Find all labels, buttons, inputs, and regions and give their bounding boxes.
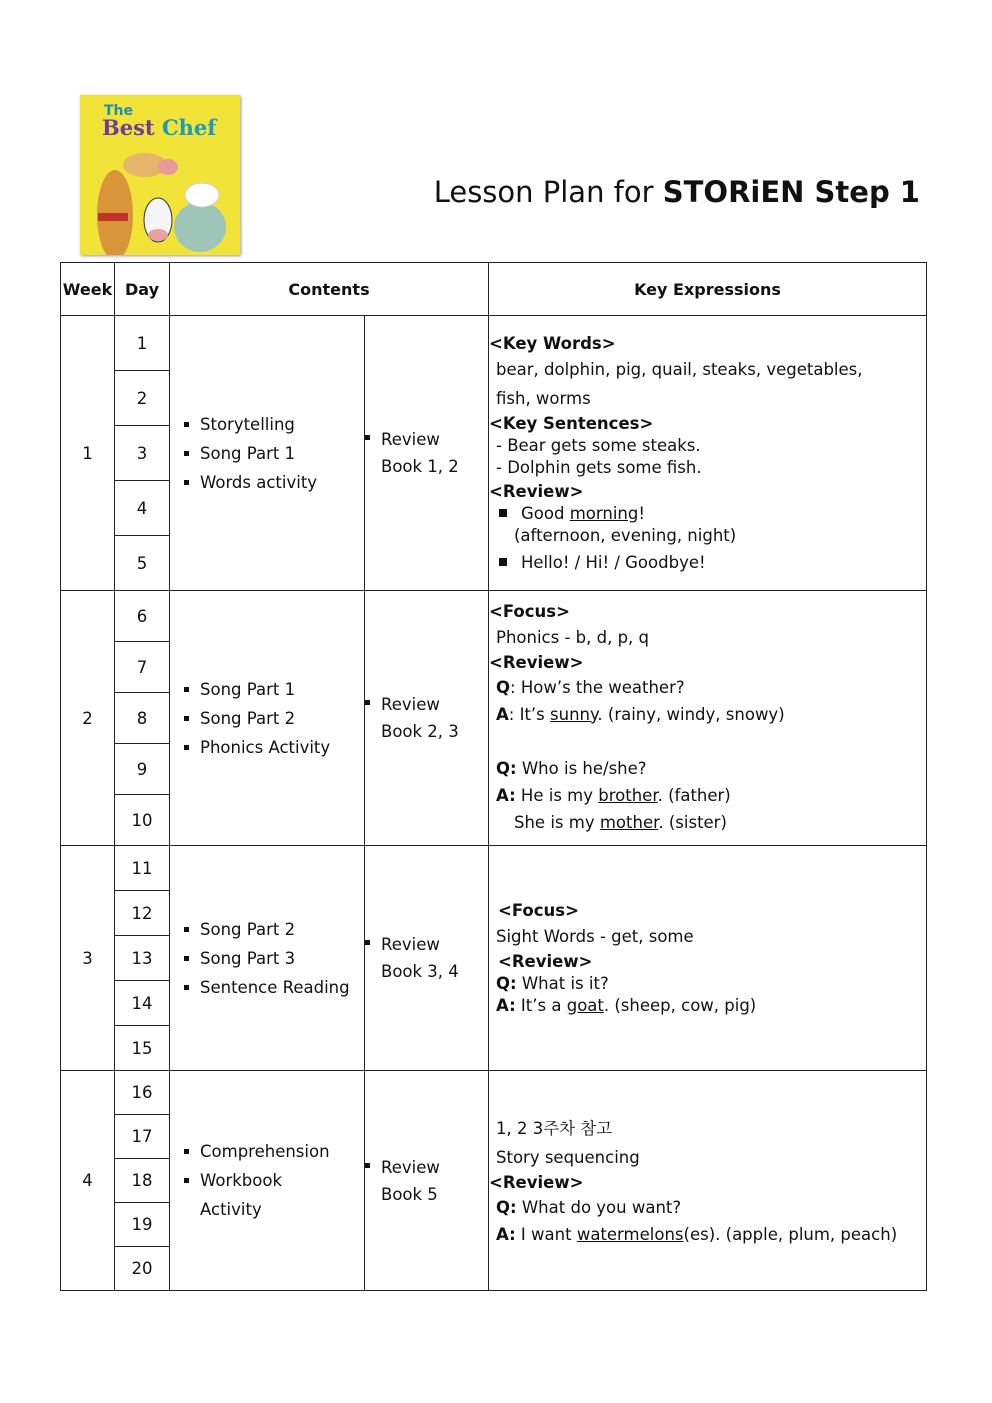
- table-header-row: [61, 263, 927, 316]
- header-key-expressions: Key Expressions: [489, 263, 927, 316]
- day-cell: 17: [115, 1115, 170, 1159]
- key-expressions-cell: [489, 316, 927, 591]
- contents-item: Song Part 1: [184, 439, 364, 468]
- review-books: Book 2, 3: [381, 722, 459, 741]
- cover-title-line1: The: [104, 103, 134, 119]
- contents-item: Song Part 1: [184, 675, 364, 704]
- day-cell: 15: [115, 1026, 170, 1071]
- key-heading: <Review>: [498, 951, 593, 971]
- day-cell: 4: [115, 481, 170, 536]
- answer-line: A: It’s sunny. (rainy, windy, snowy): [496, 704, 785, 724]
- day-cell: 10: [115, 795, 170, 846]
- key-expressions-cell: [489, 1071, 927, 1291]
- contents-cell: [170, 316, 365, 591]
- key-heading: <Review>: [489, 481, 584, 501]
- contents-cell: [170, 846, 365, 1071]
- contents-cell: [170, 591, 365, 846]
- answer-line: A: I want watermelons(es). (apple, plum, peach): [496, 1224, 898, 1244]
- day-cell: 20: [115, 1247, 170, 1291]
- day-cell: 14: [115, 981, 170, 1026]
- week-cell: 2: [61, 591, 115, 846]
- focus-line: Sight Words - get, some: [496, 926, 694, 946]
- review-books: Book 1, 2: [381, 457, 459, 476]
- header-contents: Contents: [170, 263, 489, 316]
- review-books: Book 5: [381, 1184, 438, 1204]
- day-cell: 7: [115, 642, 170, 693]
- day-cell: 13: [115, 936, 170, 981]
- day-cell: 3: [115, 426, 170, 481]
- review-line: Hello! / Hi! / Goodbye!: [489, 552, 926, 574]
- contents-item: Song Part 2: [184, 704, 364, 733]
- day-cell: 1: [115, 316, 170, 371]
- contents-item: Sentence Reading: [184, 973, 364, 1002]
- page-title: [434, 175, 920, 209]
- day-cell: 5: [115, 536, 170, 591]
- contents-item: Phonics Activity: [184, 733, 364, 762]
- focus-line: Story sequencing: [496, 1147, 640, 1167]
- square-bullet-icon: [499, 558, 507, 566]
- table-row: [61, 591, 927, 642]
- review-label: Review: [365, 426, 488, 453]
- cover-illustration: [80, 95, 240, 255]
- key-expressions-cell: [489, 591, 927, 846]
- day-cell: 16: [115, 1071, 170, 1115]
- contents-item: Storytelling: [184, 410, 364, 439]
- week-cell: 3: [61, 846, 115, 1071]
- day-cell: 6: [115, 591, 170, 642]
- question-line: Q: How’s the weather?: [496, 677, 685, 697]
- review-line: (afternoon, evening, night): [514, 525, 737, 545]
- header-week: Week: [61, 263, 115, 316]
- contents-item: Song Part 3: [184, 944, 364, 973]
- day-cell: 12: [115, 891, 170, 936]
- focus-line: Phonics - b, d, p, q: [496, 627, 650, 647]
- title-prefix: Lesson Plan for: [433, 175, 654, 209]
- review-books: Book 3, 4: [381, 962, 459, 981]
- key-words-line: bear, dolphin, pig, quail, steaks, vegetables,: [496, 359, 863, 379]
- review-label: Review: [365, 691, 488, 718]
- square-bullet-icon: [499, 509, 507, 517]
- review-label: Review: [365, 1154, 488, 1181]
- review-cell: [365, 591, 489, 846]
- week-cell: 1: [61, 316, 115, 591]
- header-day: Day: [115, 263, 170, 316]
- question-line: Q: Who is he/she?: [496, 758, 647, 778]
- contents-item: Song Part 2: [184, 915, 364, 944]
- day-cell: 8: [115, 693, 170, 744]
- question-line: Q: What do you want?: [496, 1197, 682, 1217]
- table-row: [61, 846, 927, 891]
- key-heading: <Focus>: [498, 900, 579, 920]
- title-brand: STORiEN Step 1: [662, 175, 920, 209]
- review-cell: [365, 316, 489, 591]
- table-row: [61, 316, 927, 371]
- key-heading: <Key Words>: [489, 333, 616, 353]
- answer-line: A: He is my brother. (father): [496, 785, 731, 805]
- review-cell: [365, 1071, 489, 1291]
- reference-line: 1, 2 3주차 참고: [496, 1118, 613, 1138]
- contents-item: Comprehension: [184, 1137, 364, 1166]
- answer-line: She is my mother. (sister): [514, 812, 727, 832]
- key-heading: <Review>: [489, 652, 584, 672]
- table-row: [61, 1071, 927, 1115]
- book-cover-image: [80, 95, 240, 255]
- contents-item: Workbook: [184, 1166, 364, 1195]
- key-sentence: - Dolphin gets some fish.: [496, 457, 702, 477]
- question-line: Q: What is it?: [496, 973, 609, 993]
- key-heading: <Focus>: [489, 601, 570, 621]
- key-heading: <Key Sentences>: [489, 413, 654, 433]
- review-label: Review: [365, 931, 488, 958]
- key-words-line: fish, worms: [496, 388, 591, 408]
- day-cell: 19: [115, 1203, 170, 1247]
- review-cell: [365, 846, 489, 1071]
- review-line: Good morning!: [489, 503, 926, 525]
- day-cell: 18: [115, 1159, 170, 1203]
- contents-cell: [170, 1071, 365, 1291]
- contents-item: Words activity: [184, 468, 364, 497]
- key-sentence: - Bear gets some steaks.: [496, 435, 701, 455]
- key-heading: <Review>: [489, 1172, 584, 1192]
- day-cell: 2: [115, 371, 170, 426]
- key-expressions-cell: [489, 846, 927, 1071]
- answer-line: A: It’s a goat. (sheep, cow, pig): [496, 995, 757, 1015]
- week-cell: 4: [61, 1071, 115, 1291]
- lesson-plan-table: [60, 262, 927, 1291]
- contents-item: Activity: [200, 1200, 262, 1219]
- cover-title-line2: Best Chef: [102, 115, 217, 140]
- day-cell: 11: [115, 846, 170, 891]
- day-cell: 9: [115, 744, 170, 795]
